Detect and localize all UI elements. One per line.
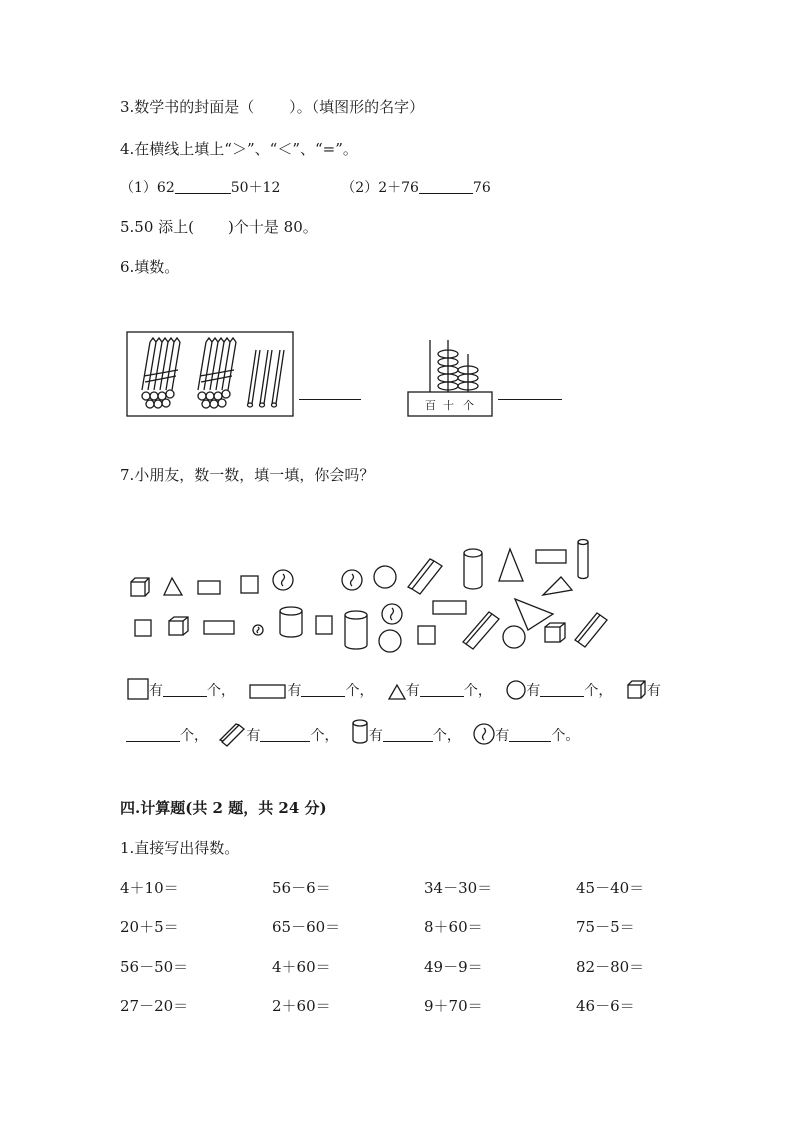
q4-part2-blank[interactable]	[419, 179, 473, 194]
cuboid-count-blank[interactable]	[260, 727, 310, 742]
calc-question-1: 1.直接写出得数。	[120, 839, 240, 857]
cuboid-1	[408, 559, 442, 594]
unit-label: 个	[310, 728, 325, 744]
abacus-label-tens: 十	[443, 399, 454, 412]
q4-part1-label: （1）62	[120, 180, 175, 196]
has-label: 有	[368, 728, 383, 744]
question-6: 6.填数。	[120, 258, 180, 276]
calc-item: 27－20＝	[120, 997, 189, 1015]
shapes-scatter-picture	[120, 535, 620, 660]
comma: ，	[477, 683, 492, 699]
calc-item: 46－6＝	[576, 997, 635, 1015]
question-4-parts	[120, 177, 491, 197]
q4-part2-label: （2）2＋76	[341, 180, 419, 196]
has-label: 有	[246, 728, 261, 744]
has-label: 有	[646, 683, 661, 699]
stick-bundle-2	[198, 338, 236, 408]
unit-label: 个	[432, 728, 447, 744]
calc-item: 34－30＝	[424, 879, 493, 897]
coin-circle-1	[273, 570, 293, 590]
q5-pre: 5.50 添上(	[120, 218, 195, 236]
abacus-label-ones: 个	[463, 399, 474, 412]
comma: ，	[359, 683, 374, 699]
square-2	[135, 620, 151, 636]
has-label: 有	[495, 728, 510, 744]
calc-item: 75－5＝	[576, 918, 635, 936]
has-label: 有	[405, 683, 420, 699]
cylinder-count-blank[interactable]	[383, 727, 433, 742]
has-label: 有	[149, 683, 163, 699]
rectangle-4	[433, 601, 466, 614]
circle-2	[379, 630, 401, 652]
comma: ，	[194, 728, 208, 744]
coin-circle-count-blank[interactable]	[509, 727, 551, 742]
comma: ，	[221, 683, 235, 699]
sticks-answer-blank[interactable]	[299, 399, 361, 400]
comma: ，	[446, 728, 461, 744]
q5-post: )个十是 80。	[228, 218, 318, 236]
coin-circle-icon	[473, 723, 495, 745]
calc-item: 65－60＝	[272, 918, 341, 936]
circle-count-blank[interactable]	[540, 682, 584, 697]
circle-3	[503, 626, 525, 648]
triangle-1	[164, 578, 182, 595]
triangle-2	[499, 549, 523, 581]
q7-fill-row-2	[126, 719, 579, 745]
cylinder-4	[345, 611, 367, 649]
cuboid-2	[463, 612, 499, 649]
square-3	[316, 616, 332, 634]
cuboid-icon	[220, 723, 246, 745]
square-count-blank[interactable]	[163, 682, 207, 697]
abacus-label-hundreds: 百	[425, 399, 436, 412]
triangle-3	[543, 577, 572, 595]
cylinder-1	[464, 549, 482, 589]
calc-item: 56－50＝	[120, 958, 189, 976]
coin-circle-3	[253, 625, 263, 635]
triangle-icon	[388, 684, 406, 700]
single-sticks	[248, 350, 285, 407]
rectangle-2	[536, 550, 566, 563]
q4-part1-blank[interactable]	[175, 179, 231, 194]
cylinder-3	[280, 607, 302, 637]
rectangle-3	[204, 621, 234, 634]
unit-label: 个	[207, 683, 221, 699]
unit-label: 个	[463, 683, 478, 699]
circle-1	[374, 566, 396, 588]
has-label: 有	[287, 683, 302, 699]
comma: ，	[598, 683, 613, 699]
cylinder-2	[578, 540, 588, 579]
has-label: 有	[526, 683, 541, 699]
calc-item: 49－9＝	[424, 958, 483, 976]
square-icon	[127, 678, 149, 700]
cube-1	[131, 578, 149, 596]
question-3: 3.数学书的封面是（ ）。（填图形的名字）	[120, 98, 425, 116]
calc-item: 4＋60＝	[272, 958, 331, 976]
coin-circle-4	[382, 604, 402, 624]
cube-icon	[627, 680, 647, 700]
calc-item: 8＋60＝	[424, 918, 483, 936]
rectangle-count-blank[interactable]	[301, 682, 345, 697]
question-4: 4.在横线上填上“＞”、“＜”、“=”。	[120, 140, 358, 158]
cuboid-3	[575, 613, 607, 647]
sticks-bundle-picture	[126, 330, 296, 420]
triangle-count-blank[interactable]	[420, 682, 464, 697]
square-4	[418, 626, 435, 644]
calc-item: 45－40＝	[576, 879, 645, 897]
comma: ，	[324, 728, 339, 744]
section-4-title: 四.计算题(共 2 题，共 24 分)	[120, 799, 327, 817]
cube-count-blank[interactable]	[126, 727, 180, 742]
unit-label: 个	[345, 683, 360, 699]
unit-label: 个	[584, 683, 599, 699]
q7-fill-row-1	[127, 678, 661, 700]
cube-3	[545, 623, 565, 642]
cube-2	[169, 617, 188, 635]
calc-item: 4＋10＝	[120, 879, 179, 897]
question-7: 7.小朋友，数一数，填一填，你会吗？	[120, 466, 375, 484]
rectangle-1	[198, 581, 220, 594]
calc-item: 20＋5＝	[120, 918, 179, 936]
calc-item: 56－6＝	[272, 879, 331, 897]
abacus-picture	[404, 340, 496, 420]
cylinder-icon	[351, 719, 369, 745]
unit-label: 个	[180, 728, 194, 744]
calc-item: 82－80＝	[576, 958, 645, 976]
abacus-answer-blank[interactable]	[498, 399, 562, 400]
calc-item: 9＋70＝	[424, 997, 483, 1015]
end-label: 个。	[551, 728, 580, 744]
rectangle-icon	[249, 684, 287, 700]
q4-part1-right: 50＋12	[230, 180, 281, 196]
q4-part2-right: 76	[472, 180, 491, 196]
circle-icon	[506, 680, 526, 700]
stick-bundle-1	[142, 338, 180, 408]
question-5	[120, 216, 318, 237]
calc-item: 2＋60＝	[272, 997, 331, 1015]
square-1	[241, 576, 258, 593]
coin-circle-2	[342, 570, 362, 590]
